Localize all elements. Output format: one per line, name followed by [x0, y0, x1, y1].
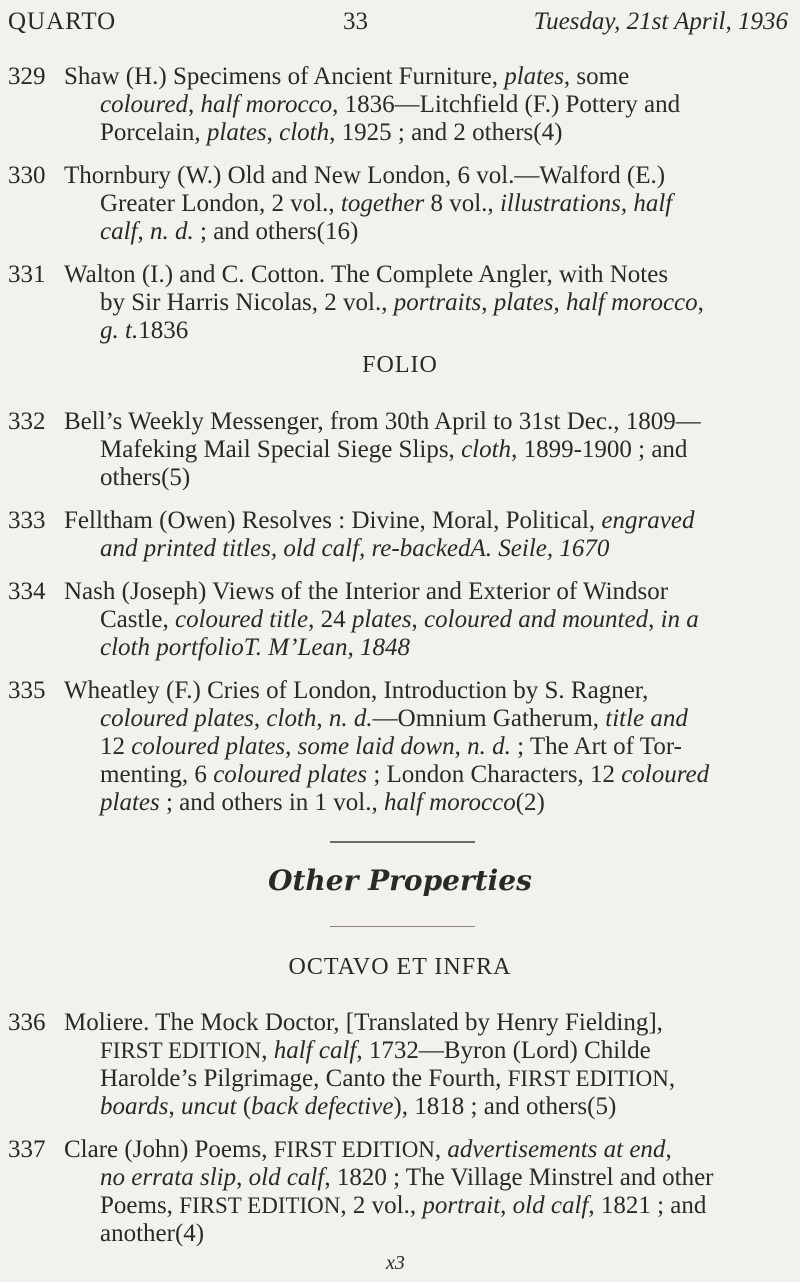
lot-description — [64, 162, 786, 246]
lot-line: plates ; and others in 1 vol., half morocco(2) — [100, 789, 545, 816]
lot-line: 12 coloured plates, some laid down, n. d. ; The Art of Tor- — [100, 733, 682, 760]
lot-number: 330 — [8, 162, 46, 189]
lot-line: by Sir Harris Nicolas, 2 vol., portraits, plates, half morocco, — [100, 289, 704, 316]
lot-number: 337 — [8, 1136, 46, 1163]
lot-quantity: (5) — [161, 464, 191, 491]
decorative-rule — [330, 926, 475, 927]
lot-quantity: (5) — [587, 1093, 617, 1120]
lot-line — [64, 317, 786, 345]
lot-line: Wheatley (F.) Cries of London, Introduction by S. Ragner, — [64, 677, 649, 704]
lot-line — [64, 464, 786, 492]
lot-line — [64, 634, 786, 662]
lot-line: Moliere. The Mock Doctor, [Translated by Henry Fielding], — [64, 1009, 663, 1036]
lot-line: Walton (I.) and C. Cotton. The Complete Angler, with Notes — [64, 261, 669, 288]
page-header — [8, 8, 788, 48]
lot-line: Castle, coloured title, 24 plates, coloured and mounted, in a — [100, 606, 699, 633]
lot-line: Clare (John) Poems, FIRST EDITION, advertisements at end, — [64, 1136, 672, 1163]
lot-line: coloured plates, cloth, n. d.—Omnium Gatherum, title and — [100, 705, 688, 732]
decorative-rule — [330, 841, 475, 843]
lot-line: Greater London, 2 vol., together 8 vol., illustrations, half — [100, 190, 673, 217]
lot-quantity: (16) — [316, 218, 359, 245]
lot-line: Felltham (Owen) Resolves : Divine, Moral, Political, engraved — [64, 507, 695, 534]
lot-line: FIRST EDITION, half calf, 1732—Byron (Lord) Childe — [100, 1037, 651, 1064]
lot-imprint: A. Seile, 1670 — [470, 535, 610, 562]
lot-line: Harolde’s Pilgrimage, Canto the Fourth, FIRST EDITION, — [100, 1065, 676, 1092]
lot-description — [64, 1136, 786, 1248]
section-octavo: OCTAVO ET INFRA — [288, 954, 512, 980]
lot-line: Poems, FIRST EDITION, 2 vol., portrait, old calf, 1821 ; and — [100, 1192, 707, 1219]
lot-line: Bell’s Weekly Messenger, from 30th April to 31st Dec., 1809— — [64, 408, 701, 435]
lot-line: Mafeking Mail Special Siege Slips, cloth, 1899-1900 ; and — [100, 436, 688, 463]
lot-number: 329 — [8, 63, 46, 90]
header-format: QUARTO — [8, 8, 117, 35]
lot-line: Shaw (H.) Specimens of Ancient Furniture, plates, some — [64, 63, 630, 90]
lot-text: another — [100, 1220, 175, 1247]
signature-mark: x3 — [386, 1252, 405, 1274]
lot-number: 333 — [8, 507, 46, 534]
lot-line: Thornbury (W.) Old and New London, 6 vol.—Walford (E.) — [64, 162, 666, 189]
lot-quantity: (4) — [174, 1220, 205, 1247]
lot-line: calf, n. d. ; and others(16) — [100, 218, 359, 245]
lot-description — [64, 677, 786, 817]
page-number: 33 — [343, 8, 368, 35]
lot-line: and printed titles, old calf, re-backedA. Seile, 1670 — [100, 535, 610, 562]
lot-number: 336 — [8, 1009, 46, 1036]
lot-quantity: (4) — [533, 119, 563, 146]
lot-binding: g. t. — [100, 317, 139, 344]
lot-quantity: (2) — [515, 789, 545, 816]
section-other-properties: Other Properties — [268, 864, 532, 897]
lot-description — [64, 63, 786, 147]
lot-imprint: T. M’Lean, 1848 — [243, 634, 410, 661]
lot-binding: cloth portfolio — [100, 634, 244, 661]
lot-number: 332 — [8, 408, 46, 435]
lot-line — [64, 1220, 786, 1248]
lot-description — [64, 578, 786, 662]
lot-line: coloured, half morocco, 1836—Litchfield (F.) Pottery and — [100, 91, 681, 118]
lot-line: Nash (Joseph) Views of the Interior and Exterior of Windsor — [64, 578, 669, 605]
lot-number: 331 — [8, 261, 46, 288]
lot-number: 335 — [8, 677, 46, 704]
lot-text: others — [100, 464, 162, 491]
lot-line: no errata slip, old calf, 1820 ; The Village Minstrel and other — [100, 1164, 714, 1191]
lot-number: 334 — [8, 578, 46, 605]
lot-line: boards, uncut (back defective), 1818 ; and others(5) — [100, 1093, 617, 1120]
lot-date: 1836 — [138, 317, 189, 344]
lot-line: Porcelain, plates, cloth, 1925 ; and 2 others(4) — [100, 119, 563, 146]
lot-description — [64, 507, 786, 563]
sale-date: Tuesday, 21st April, 1936 — [533, 8, 788, 35]
lot-line: menting, 6 coloured plates ; London Characters, 12 coloured — [100, 761, 710, 788]
lot-description — [64, 261, 786, 345]
section-folio: FOLIO — [362, 352, 438, 378]
lot-description — [64, 1009, 786, 1121]
lot-description — [64, 408, 786, 492]
